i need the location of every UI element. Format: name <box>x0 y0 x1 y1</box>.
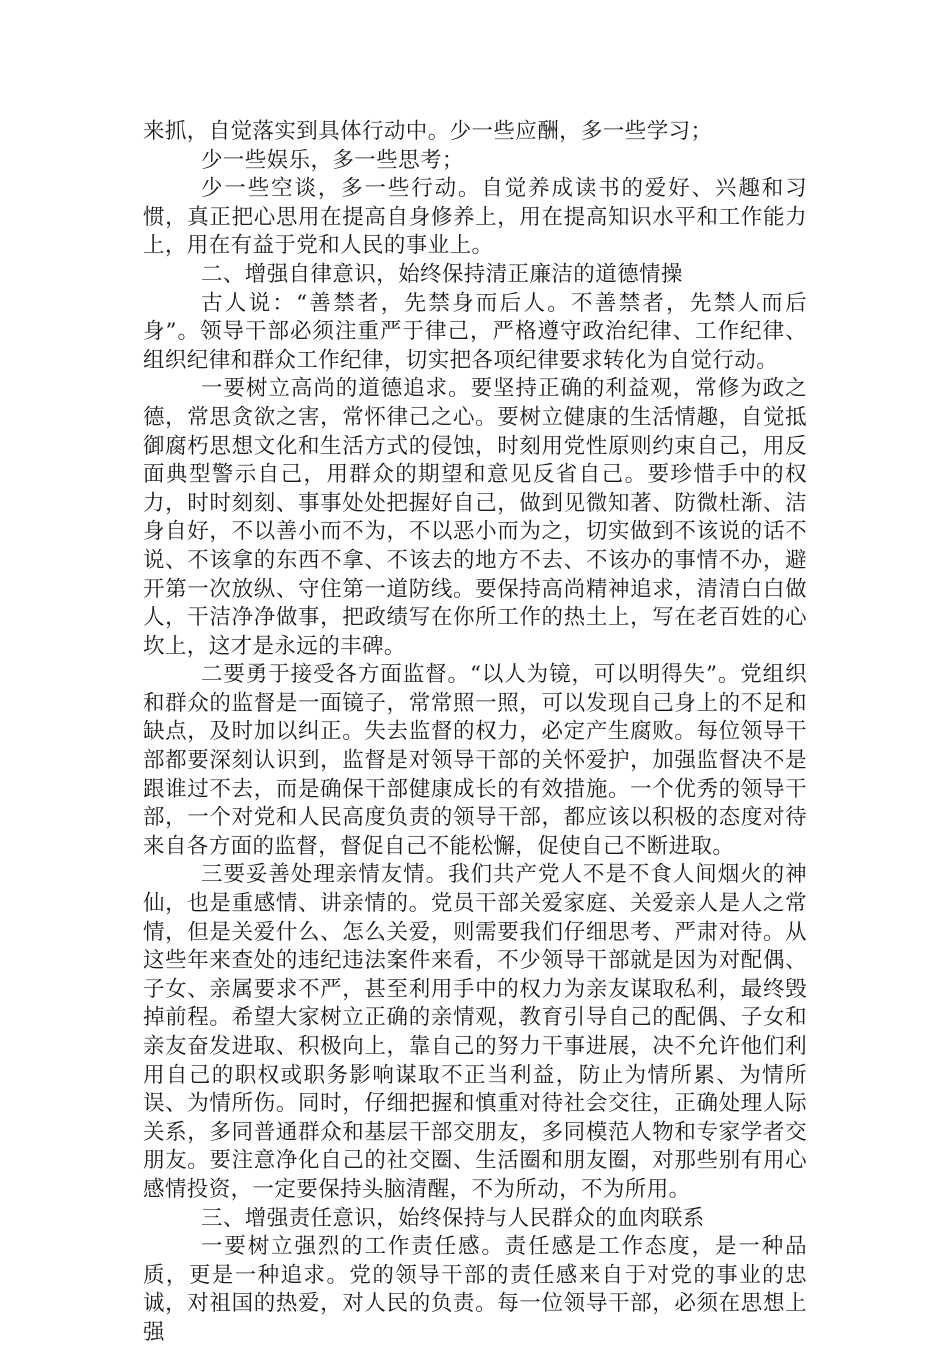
paragraph: 二要勇于接受各方面监督。“以人为镜，可以明得失”。党组织和群众的监督是一面镜子，常常照一照，可以发现自己身上的不足和缺点，及时加以纠正。失去监督的权力，必定产生腐败。每位领导干部都要深刻认识到，监督是对领导干部的关怀爱护，加强监督决不是跟谁过不去，而是确保干部健康成长的有效措施。一个优秀的领导干部，一个对党和人民高度负责的领导干部，都应该以积极的态度对待来自各方面的监督，督促自己不能松懈，促使自己不断进取。 <box>143 662 807 859</box>
document-body <box>143 118 807 1348</box>
paragraph: 来抓，自觉落实到具体行动中。少一些应酬，多一些学习； <box>143 119 713 144</box>
paragraph: 少一些空谈，多一些行动。自觉养成读书的爱好、兴趣和习惯，真正把心思用在提高自身修养上，用在提高知识水平和工作能力上，用在有益于党和人民的事业上。 <box>143 176 807 259</box>
paragraph: 三要妥善处理亲情友情。我们共产党人不是不食人间烟火的神仙，也是重感情、讲亲情的。党员干部关爱家庭、关爱亲人是人之常情，但是关爱什么、怎么关爱，则需要我们仔细思考、严肃对待。从这些年来查处的违纪违法案件来看，不少领导干部就是因为对配偶、子女、亲属要求不严，甚至利用手中的权力为亲友谋取私利，最终毁掉前程。希望大家树立正确的亲情观，教育引导自己的配偶、子女和亲友奋发进取、积极向上，靠自己的努力干事进展，决不允许他们利用自己的职权或职务影响谋取不正当利益，防止为情所累、为情所误、为情所伤。同时，仔细把握和慎重对待社会交往，正确处理人际关系，多同普通群众和基层干部交朋友，多同模范人物和专家学者交朋友。要注意净化自己的社交圈、生活圈和朋友圈，对那些别有用心感情投资，一定要保持头脑清醒，不为所动，不为所用。 <box>143 862 807 1202</box>
paragraph: 少一些娱乐，多一些思考； <box>201 147 464 173</box>
section-heading: 三、增强责任意识，始终保持与人民群众的血肉联系 <box>201 1205 705 1231</box>
section-heading: 二、增强自律意识，始终保持清正廉洁的道德情操 <box>201 261 683 287</box>
paragraph: 一要树立高尚的道德追求。要坚持正确的利益观，常修为政之德，常思贪欲之害，常怀律己之心。要树立健康的生活情趣，自觉抵御腐朽思想文化和生活方式的侵蚀，时刻用党性原则约束自己，用反面典型警示自己，用群众的期望和意见反省自己。要珍惜手中的权力，时时刻刻、事事处处把握好自己，做到见微知著、防微杜渐、洁身自好，不以善小而不为，不以恶小而为之，切实做到不该说的话不说、不该拿的东西不拿、不该去的地方不去、不该办的事情不办，避开第一次放纵、守住第一道防线。要保持高尚精神追求，清清白白做人，干洁净净做事，把政绩写在你所工作的热土上，写在老百姓的心坎上，这才是永远的丰碑。 <box>143 376 807 659</box>
paragraph: 一要树立强烈的工作责任感。责任感是工作态度，是一种品质，更是一种追求。党的领导干部的责任感来自于对党的事业的忠诚，对祖国的热爱，对人民的负责。每一位领导干部，必须在思想上强 <box>143 1234 807 1345</box>
paragraph: 古人说：“善禁者，先禁身而后人。不善禁者，先禁人而后身”。领导干部必须注重严于律己，严格遵守政治纪律、工作纪律、组织纪律和群众工作纪律，切实把各项纪律要求转化为自觉行动。 <box>143 290 807 373</box>
